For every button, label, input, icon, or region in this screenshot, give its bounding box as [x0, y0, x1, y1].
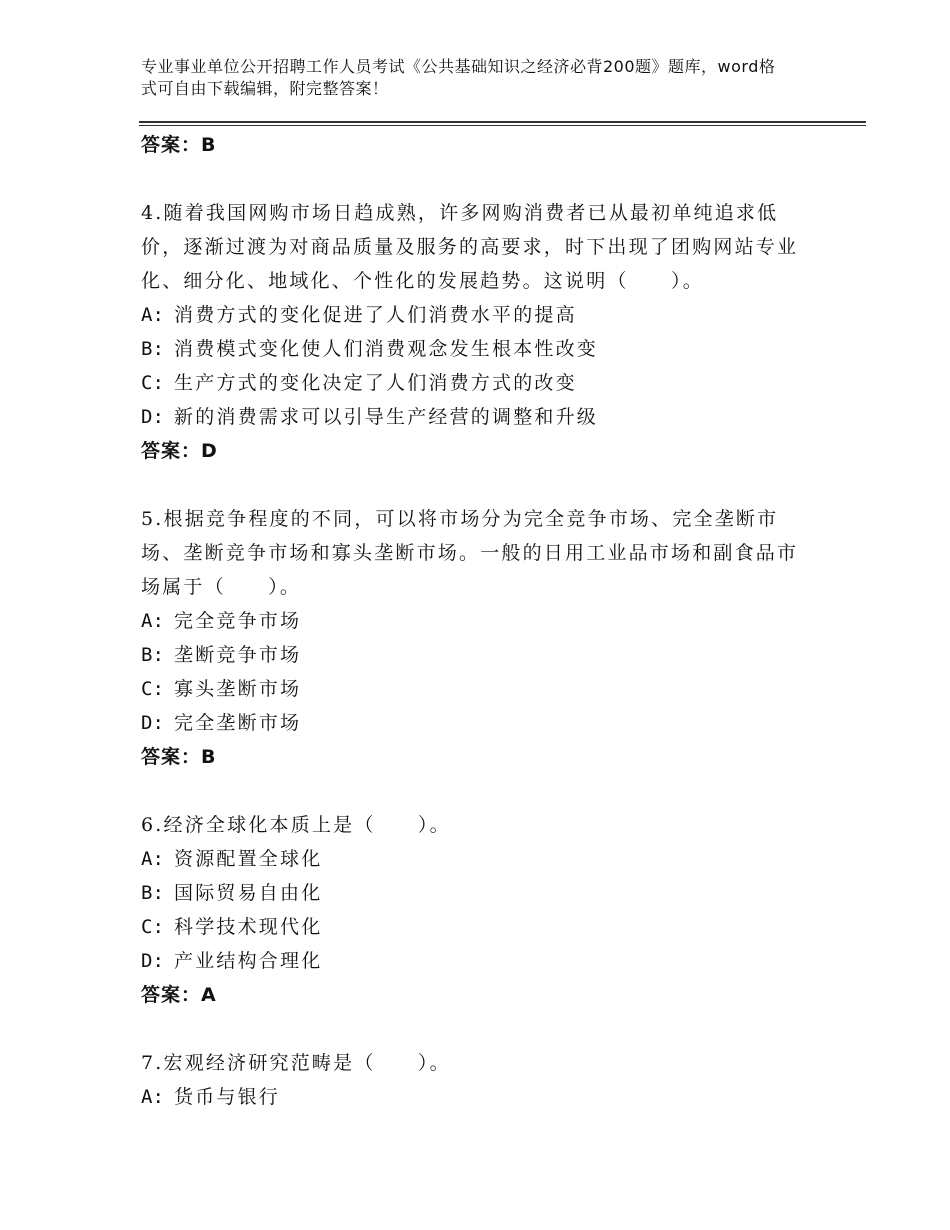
- header-divider-thin: [139, 125, 866, 126]
- option-text: 生产方式的变化决定了人们消费方式的改变: [174, 372, 577, 394]
- option-c: [141, 910, 801, 944]
- option-letter: B:: [141, 882, 164, 904]
- option-text: 货币与银行: [174, 1086, 281, 1108]
- option-b: [141, 332, 801, 366]
- option-letter: D:: [141, 950, 164, 972]
- option-letter: B:: [141, 338, 164, 360]
- question-list: [141, 128, 801, 1114]
- answer-line: 答案：D: [141, 440, 218, 462]
- option-c: [141, 366, 801, 400]
- option-letter: A:: [141, 848, 164, 870]
- question-text: 6.经济全球化本质上是（ ）。: [141, 814, 451, 836]
- option-b: [141, 876, 801, 910]
- document-header: 专业事业单位公开招聘工作人员考试《公共基础知识之经济必背200题》题库，word格式可自由下载编辑，附完整答案！: [141, 57, 776, 98]
- option-letter: A:: [141, 304, 164, 326]
- question-text: 4.随着我国网购市场日趋成熟，许多网购消费者已从最初单纯追求低价，逐渐过渡为对商品质量及服务的高要求，时下出现了团购网站专业化、细分化、地域化、个性化的发展趋势。这说明（ ）。: [141, 202, 799, 292]
- option-letter: D:: [141, 406, 164, 428]
- option-a: [141, 604, 801, 638]
- option-b: [141, 638, 801, 672]
- option-d: [141, 400, 801, 434]
- question-text: 5.根据竞争程度的不同，可以将市场分为完全竞争市场、完全垄断市场、垄断竞争市场和寡头垄断市场。一般的日用工业品市场和副食品市场属于（ ）。: [141, 508, 799, 598]
- question-item: [141, 808, 801, 1012]
- option-letter: C:: [141, 678, 164, 700]
- option-text: 消费方式的变化促进了人们消费水平的提高: [174, 304, 577, 326]
- answer-line: 答案：B: [141, 134, 217, 156]
- option-a: [141, 298, 801, 332]
- option-text: 产业结构合理化: [174, 950, 323, 972]
- option-text: 国际贸易自由化: [174, 882, 323, 904]
- question-item: [141, 196, 801, 468]
- option-text: 垄断竞争市场: [174, 644, 302, 666]
- option-letter: D:: [141, 712, 164, 734]
- option-text: 寡头垄断市场: [174, 678, 302, 700]
- option-letter: A:: [141, 1086, 164, 1108]
- option-text: 完全竞争市场: [174, 610, 302, 632]
- option-text: 新的消费需求可以引导生产经营的调整和升级: [174, 406, 599, 428]
- question-item: [141, 502, 801, 774]
- option-letter: C:: [141, 372, 164, 394]
- question-text: 7.宏观经济研究范畴是（ ）。: [141, 1052, 451, 1074]
- header-divider-thick: [139, 121, 866, 123]
- option-a: [141, 1080, 801, 1114]
- option-c: [141, 672, 801, 706]
- option-d: [141, 706, 801, 740]
- option-text: 资源配置全球化: [174, 848, 323, 870]
- option-letter: A:: [141, 610, 164, 632]
- option-text: 消费模式变化使人们消费观念发生根本性改变: [174, 338, 599, 360]
- answer-line: 答案：A: [141, 984, 217, 1006]
- option-d: [141, 944, 801, 978]
- option-letter: B:: [141, 644, 164, 666]
- option-letter: C:: [141, 916, 164, 938]
- option-text: 科学技术现代化: [174, 916, 323, 938]
- answer-line: 答案：B: [141, 746, 217, 768]
- question-item: [141, 1046, 801, 1114]
- option-a: [141, 842, 801, 876]
- option-text: 完全垄断市场: [174, 712, 302, 734]
